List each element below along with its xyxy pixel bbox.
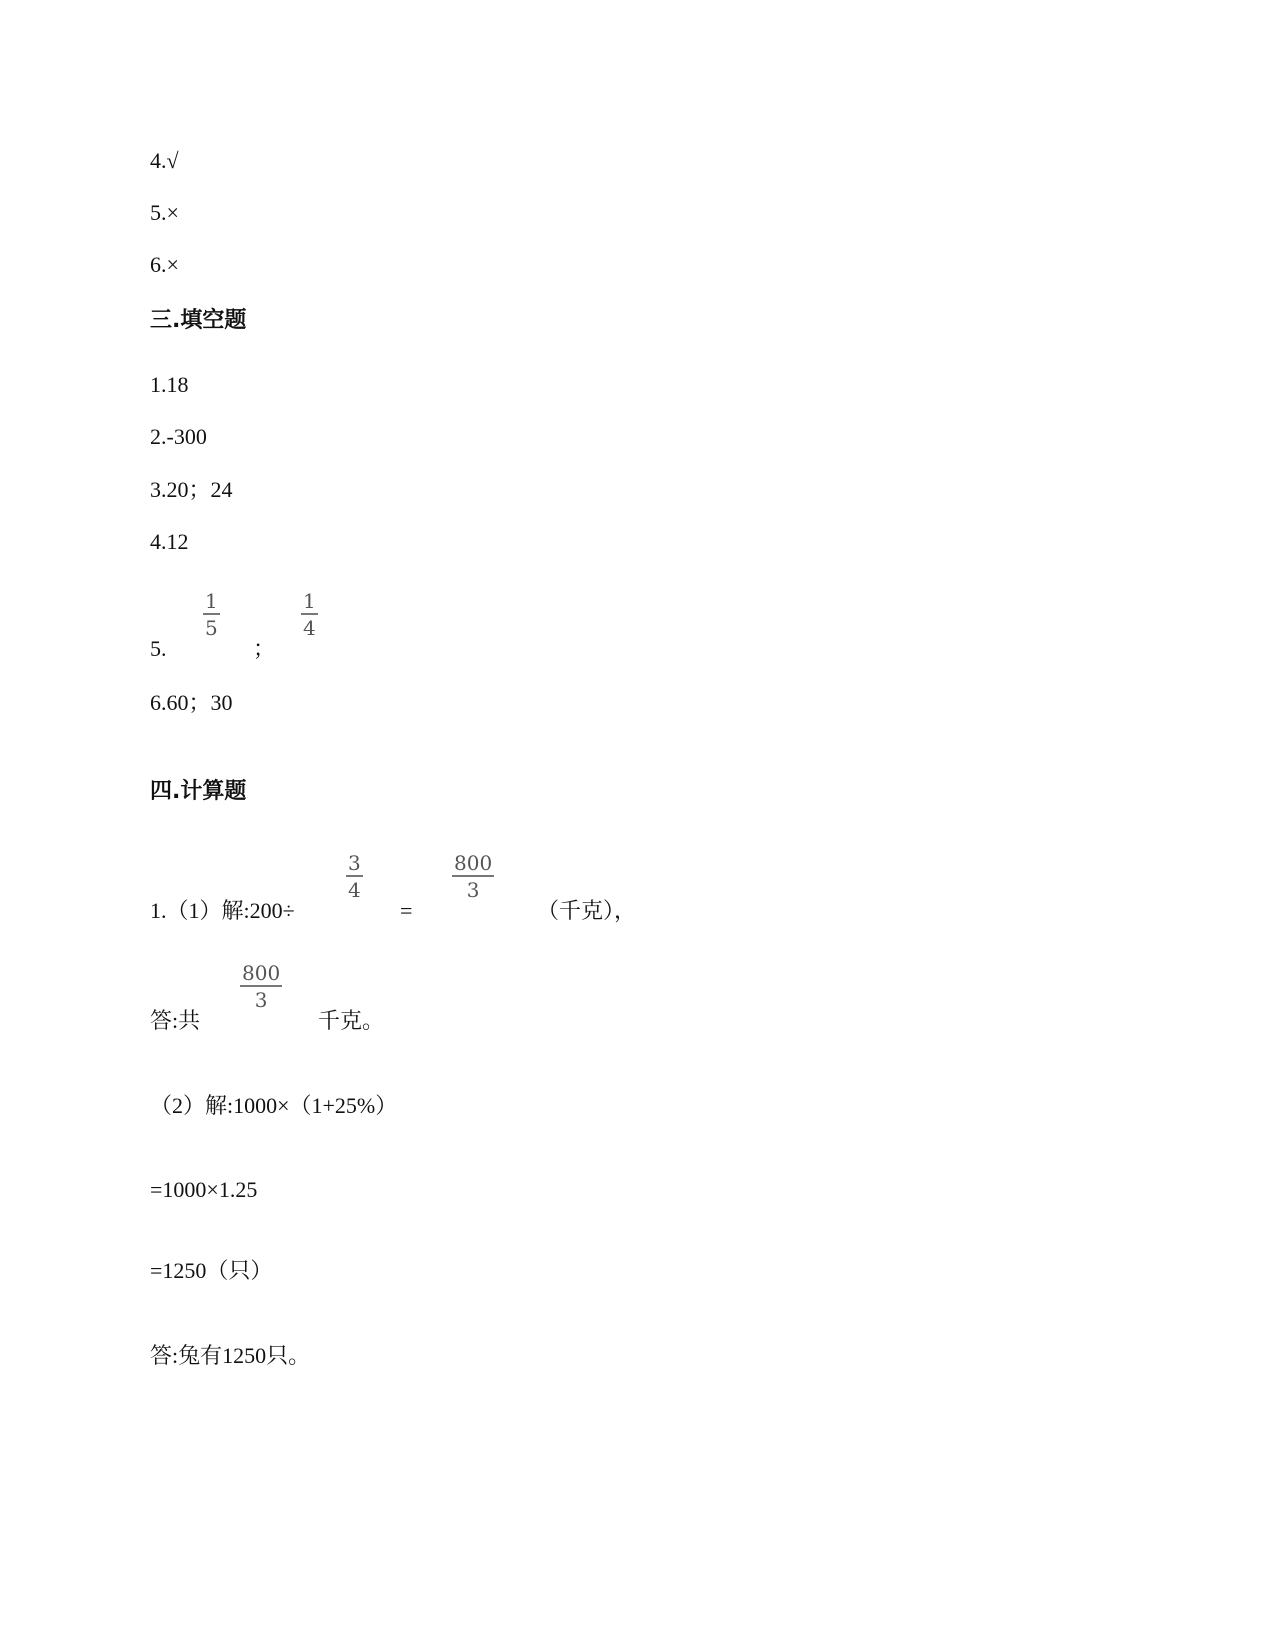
fraction-denominator: 4 [303,615,316,640]
section-title-calculation: 四.计算题 [150,779,247,804]
fill-answer-4: 4.12 [150,529,189,554]
calc-q2-line3: =1250（只） [150,1258,273,1283]
fraction-three-fourths [346,852,363,901]
judge-answer-4: 4.√ [150,148,179,173]
calc-q1-answer-suffix: 千克。 [318,1008,385,1033]
calc-q1-answer-prefix: 答:共 [150,1008,201,1033]
calc-q1-unit: （千克）， [537,898,637,923]
fraction-denominator: 5 [205,615,218,640]
fill-answer-6: 6.60；30 [150,690,233,715]
calc-q1-equals: = [400,898,413,923]
judge-answer-5: 5.× [150,200,179,225]
fraction-numerator: 1 [205,589,218,613]
section-title-fill-in: 三.填空题 [150,308,247,333]
fraction-800-thirds-answer [240,962,282,1011]
calc-q2-line2: =1000×1.25 [150,1177,258,1202]
calc-q2-answer: 答:兔有1250只。 [150,1343,311,1368]
fraction-bar [240,985,282,987]
fill-answer-5-prefix: 5. [150,636,167,661]
fill-answer-2: 2.-300 [150,424,207,449]
fraction-one-fourth [301,590,318,639]
fill-answer-1: 1.18 [150,372,189,397]
fill-answer-3: 3.20；24 [150,477,233,502]
fill-answer-5-separator: ； [253,636,276,661]
fraction-numerator: 1 [303,589,316,613]
fraction-bar [301,613,318,615]
fraction-denominator: 3 [254,987,268,1012]
fraction-bar [346,875,363,877]
calc-q2-line1: （2）解:1000×（1+25%） [150,1093,398,1118]
fraction-denominator: 4 [348,877,361,902]
judge-answer-6: 6.× [150,252,179,277]
calc-q1-part1-prefix: 1.（1）解:200÷ [150,898,295,923]
fraction-bar [452,875,494,877]
fraction-800-thirds [452,852,494,901]
fraction-one-fifth [203,590,220,639]
fraction-bar [203,613,220,615]
fraction-numerator: 800 [454,851,493,875]
fraction-numerator: 3 [348,851,361,875]
fraction-denominator: 3 [466,877,480,902]
fraction-numerator: 800 [242,961,281,985]
